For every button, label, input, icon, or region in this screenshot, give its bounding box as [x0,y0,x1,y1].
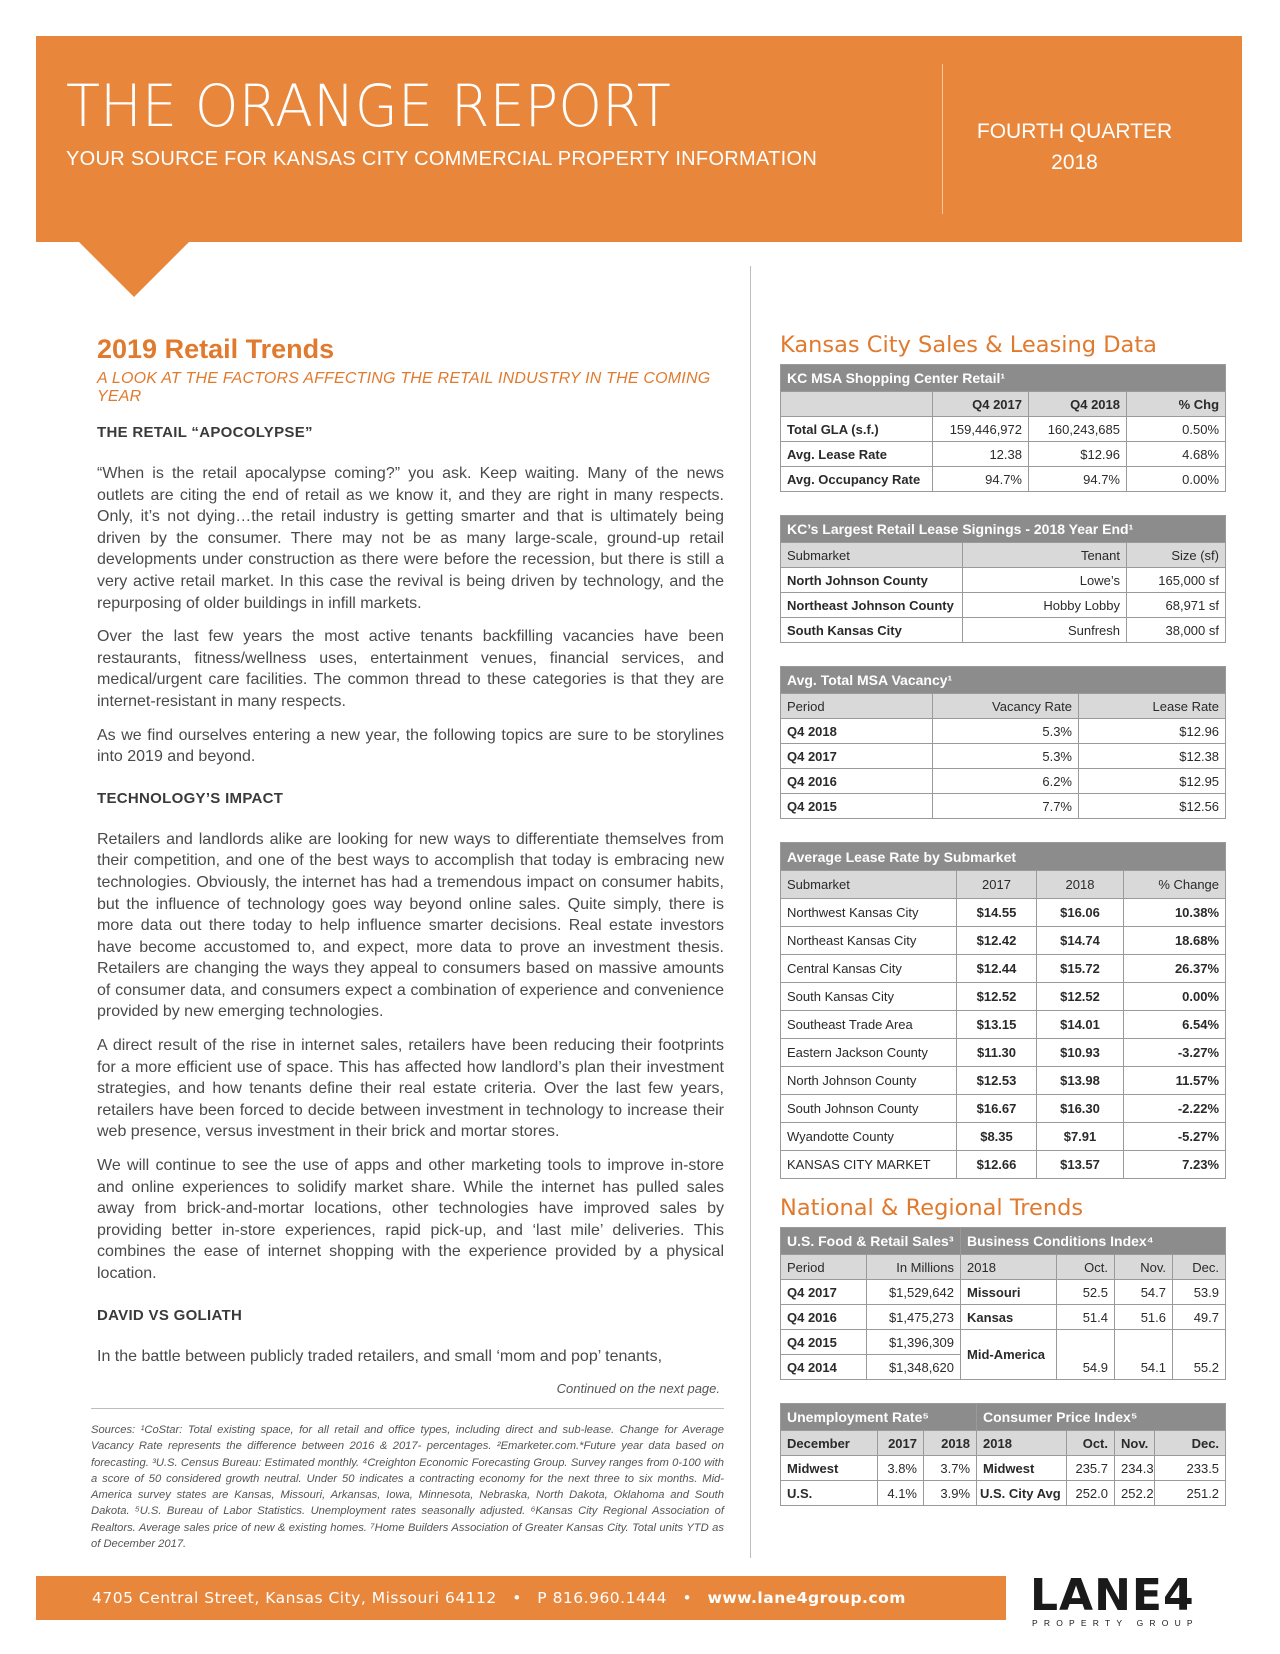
table-cell: U.S. [781,1481,878,1506]
table-cell: Missouri [961,1280,1057,1305]
table-row [781,1011,1226,1039]
table-cell: 3.7% [924,1456,977,1481]
quarter-line2: 2018 [1051,151,1098,174]
table-header: 2018 [977,1431,1067,1456]
table-row [781,467,1226,492]
table-cell: $12.66 [957,1151,1037,1179]
footer-contact [92,1589,906,1607]
table-cell: 235.7 [1067,1456,1115,1481]
table-row [781,744,1226,769]
table-header: 2018 [961,1255,1057,1280]
table-cell: U.S. City Avg [977,1481,1067,1506]
table-row [781,442,1226,467]
footer-website-link[interactable]: www.lane4group.com [707,1589,906,1607]
table-cell: $1,396,309 [867,1330,961,1355]
table-cell: -5.27% [1124,1123,1226,1151]
article-paragraph: “When is the retail apocalypse coming?” you ask. Keep waiting. Many of the news outlets are citing the end of retail as we know it, and they are right in many respects. Only, it’s not dying…the retail industry is getting smarter and that is ultimately being driven by the consumer. There may not be as many large-scale, ground-up retail developments under construction as there were before the recession, but there is still a very active retail market. In this case the revival is being driven by technology, and the repurposing of older buildings in infill markets. [97,465,724,612]
table-header: 2017 [957,871,1037,899]
table-header: 2017 [878,1431,924,1456]
table-cell: $11.30 [957,1039,1037,1067]
table-caption: Consumer Price Index⁵ [977,1404,1226,1431]
quarter-line1: FOURTH QUARTER [976,120,1173,143]
food-retail-business-table [780,1227,1226,1380]
article-paragraph: As we find ourselves entering a new year, the following topics are sure to be storylines into 2019 and beyond. [97,726,724,766]
table-cell: $7.91 [1037,1123,1124,1151]
table-row [781,1151,1226,1179]
table-cell: 252.2 [1115,1481,1155,1506]
table-cell: $13.15 [957,1011,1037,1039]
table-header: Q4 2017 [933,392,1029,417]
article-paragraph: Retailers and landlords alike are looking for new ways to differentiate themselves from their competition, and one of the best ways to accomplish that today is embracing new technologies. Obviously, the internet has had a tremendous impact on consumer habits, but the influence of technology goes way beyond online sales. Quite simply, there is more data out there today to help influence smarter decisions. Real estate investors have become accustomed to, and expect, more data to prove an investment thesis. Retailers are changing the ways they appeal to consumers based on massive amounts of consumer data, and consumers expect a combination of experience and convenience provided by new emerging technologies. [97,830,724,1021]
table-cell: Q4 2015 [781,794,933,819]
quarter-label [943,116,1206,178]
table-cell: 251.2 [1155,1481,1226,1506]
table-cell: -2.22% [1124,1095,1226,1123]
article-paragraph: A direct result of the rise in internet sales, retailers have been reducing their footprints for a more efficient use of space. This has affected how landlord’s plan their investment strategies, and how tenants define their real estate criteria. Over the last few years, retailers have been forced to decide between investment in technology to increase their web presence, versus investment in their brick and mortar stores. [97,1037,724,1141]
table-cell: $1,529,642 [867,1280,961,1305]
table-caption: U.S. Food & Retail Sales³ [781,1228,961,1255]
table-header: Size (sf) [1127,543,1226,568]
table-cell: South Kansas City [781,618,963,643]
table-cell: $12.56 [1079,794,1226,819]
table-header: December [781,1431,878,1456]
table-cell: 3.8% [878,1456,924,1481]
table-cell: 0.00% [1127,467,1226,492]
table-cell: 6.54% [1124,1011,1226,1039]
table-row [781,955,1226,983]
table-header: Submarket [781,871,957,899]
table-cell: $12.95 [1079,769,1226,794]
table-cell: 7.7% [933,794,1079,819]
table-cell: Q4 2014 [781,1355,867,1380]
table-cell: Lowe’s [963,568,1127,593]
table-caption: KC MSA Shopping Center Retail¹ [781,365,1226,392]
table-row [781,794,1226,819]
section-heading-david-goliath: DAVID VS GOLIATH [97,1306,243,1324]
table-cell: $12.53 [957,1067,1037,1095]
table-cell: 233.5 [1155,1456,1226,1481]
table-cell: $12.42 [957,927,1037,955]
table-cell: Central Kansas City [781,955,957,983]
table-header: % Chg [1127,392,1226,417]
table-cell: Q4 2016 [781,769,933,794]
table-row [781,1039,1226,1067]
table-header: Tenant [963,543,1127,568]
table-caption: Unemployment Rate⁵ [781,1404,977,1431]
table-cell: $10.93 [1037,1039,1124,1067]
logo-tagline: PROPERTY GROUP [1032,1618,1199,1628]
table-header: Lease Rate [1079,694,1226,719]
table-row [781,417,1226,442]
lane4-logo [1030,1570,1240,1630]
report-subtitle: YOUR SOURCE FOR KANSAS CITY COMMERCIAL PROPERTY INFORMATION [66,148,818,170]
table-row [781,1280,1226,1305]
table-cell: $12.38 [1079,744,1226,769]
table-cell: $12.96 [1079,719,1226,744]
table-cell: 52.5 [1057,1280,1115,1305]
table-row [781,769,1226,794]
table-cell: $8.35 [957,1123,1037,1151]
sources-divider [91,1408,724,1409]
kc-msa-table [780,364,1226,492]
sources-footnote: Sources: ¹CoStar: Total existing space, for all retail and office types, including direct and sub-lease. Change for Average Vacancy Rate represents the difference between 2016 & 2017- percentages. ²Emarketer.com.*Future year data based on forecasting. ³U.S. Census Bureau: Estimated monthly. ⁴Creighton Economic Forecasting Group. Survey ranges from 0-100 with a score of 50 considered growth neutral. Under 50 indicates a contracting economy for the next three to six months. Mid-America survey states are Kansas, Missouri, Arkansas, Iowa, Minnesota, Nebraska, North Dakota, Oklahoma and South Dakota. ⁵U.S. Bureau of Labor Statistics. Unemployment rates seasonally adjusted. ⁶Kansas City Regional Association of Realtors. Average sales price of new & existing homes. ⁷Home Builders Association of Greater Kansas City. Total units YTD as of December 2017. [91,1424,724,1551]
table-cell: 5.3% [933,719,1079,744]
table-cell: Midwest [977,1456,1067,1481]
report-title: THE ORANGE REPORT [66,72,671,140]
table-cell: 234.3 [1115,1456,1155,1481]
table-cell: 165,000 sf [1127,568,1226,593]
table-header: Dec. [1173,1255,1226,1280]
table-cell: KANSAS CITY MARKET [781,1151,957,1179]
table-cell: Q4 2018 [781,719,933,744]
table-cell: 94.7% [1029,467,1127,492]
table-row [781,927,1226,955]
table-cell: $1,348,620 [867,1355,961,1380]
table-caption: Business Conditions Index⁴ [961,1228,1226,1255]
table-caption: KC’s Largest Retail Lease Signings - 2018 Year End¹ [781,516,1226,543]
section-heading-technology: TECHNOLOGY’S IMPACT [97,789,284,807]
table-header: Oct. [1057,1255,1115,1280]
table-header: Vacancy Rate [933,694,1079,719]
table-cell: $13.57 [1037,1151,1124,1179]
table-cell: 7.23% [1124,1151,1226,1179]
table-cell: $15.72 [1037,955,1124,983]
table-row [781,618,1226,643]
table-cell: $1,475,273 [867,1305,961,1330]
table-cell: $14.55 [957,899,1037,927]
largest-leases-table [780,515,1226,643]
table-cell: 0.00% [1124,983,1226,1011]
article-title: 2019 Retail Trends [97,334,335,364]
table-cell: $12.44 [957,955,1037,983]
article-paragraph: In the battle between publicly traded retailers, and small ‘mom and pop’ tenants, [97,1347,663,1365]
table-row [781,1305,1226,1330]
table-cell: 54.1 [1115,1330,1173,1380]
table-row [781,1067,1226,1095]
table-cell: Q4 2015 [781,1330,867,1355]
table-cell: Q4 2016 [781,1305,867,1330]
table-cell: 54.7 [1115,1280,1173,1305]
table-cell: 53.9 [1173,1280,1226,1305]
logo-wordmark: LANE4 [1030,1570,1195,1621]
column-divider [750,266,751,1558]
table-cell: $14.74 [1037,927,1124,955]
table-cell: 94.7% [933,467,1029,492]
section-heading-apocalypse: THE RETAIL “APOCOLYPSE” [97,424,313,441]
table-cell: Southeast Trade Area [781,1011,957,1039]
table-cell: 49.7 [1173,1305,1226,1330]
table-cell: $16.67 [957,1095,1037,1123]
banner-arrow [79,242,189,297]
table-cell: Eastern Jackson County [781,1039,957,1067]
data-sidebar [780,332,1226,1506]
footer-separator: • [682,1589,693,1607]
table-cell: 160,243,685 [1029,417,1127,442]
sales-leasing-heading: Kansas City Sales & Leasing Data [780,332,1157,358]
table-cell: $13.98 [1037,1067,1124,1095]
table-header: Q4 2018 [1029,392,1127,417]
table-cell: 11.57% [1124,1067,1226,1095]
table-cell: 51.6 [1115,1305,1173,1330]
table-header: Submarket [781,543,963,568]
table-row [781,899,1226,927]
footer-separator: • [512,1589,522,1607]
article-paragraph: We will continue to see the use of apps and other marketing tools to improve in-store and online experiences to solidify market share. While the internet has pulled sales away from brick-and-mortar locations, other technologies have improved sales by providing better in-store experiences, rapid pick-up, and ‘last mile’ deliveries. This combines the ease of internet shopping with the experience provided by a physical location. [97,1157,724,1282]
table-row [781,983,1226,1011]
table-cell: Northwest Kansas City [781,899,957,927]
table-header: Dec. [1155,1431,1226,1456]
submarket-rates-table [780,842,1226,1179]
table-header: Nov. [1115,1431,1155,1456]
table-cell: Sunfresh [963,618,1127,643]
continued-note: Continued on the next page. [556,1381,720,1396]
vacancy-table [780,666,1226,819]
unemployment-cpi-table [780,1403,1226,1506]
table-cell: 5.3% [933,744,1079,769]
table-cell: 26.37% [1124,955,1226,983]
table-row [781,1123,1226,1151]
table-caption: Avg. Total MSA Vacancy¹ [781,667,1226,694]
table-cell: Q4 2017 [781,1280,867,1305]
table-header: Period [781,694,933,719]
table-cell: 51.4 [1057,1305,1115,1330]
table-cell: $16.30 [1037,1095,1124,1123]
table-cell: South Kansas City [781,983,957,1011]
article [97,332,724,1379]
article-deck: A LOOK AT THE FACTORS AFFECTING THE RETAIL INDUSTRY IN THE COMING YEAR [97,370,711,405]
table-cell: Northeast Johnson County [781,593,963,618]
table-cell: 4.1% [878,1481,924,1506]
table-cell: 4.68% [1127,442,1226,467]
table-cell: Q4 2017 [781,744,933,769]
table-header: Nov. [1115,1255,1173,1280]
table-row [781,1481,1226,1506]
table-header: 2018 [924,1431,977,1456]
table-header: In Millions [867,1255,961,1280]
article-paragraph: Over the last few years the most active tenants backfilling vacancies have been restaurants, fitness/wellness uses, entertainment venues, financial services, and medical/urgent care facilities. The common thread to these categories is that they are internet-resistant in many respects. [97,628,724,710]
table-header: Period [781,1255,867,1280]
table-cell: 18.68% [1124,927,1226,955]
table-cell: Kansas [961,1305,1057,1330]
table-cell: $14.01 [1037,1011,1124,1039]
table-cell: 54.9 [1057,1330,1115,1380]
table-cell: $16.06 [1037,899,1124,927]
table-row [781,568,1226,593]
table-header: % Change [1124,871,1226,899]
table-cell: Mid-America [961,1330,1057,1380]
table-cell: 6.2% [933,769,1079,794]
table-cell: 252.0 [1067,1481,1115,1506]
table-cell: Hobby Lobby [963,593,1127,618]
table-cell: 68,971 sf [1127,593,1226,618]
footer-phone: P 816.960.1444 [537,1589,668,1607]
table-header [781,392,933,417]
table-cell: $12.96 [1029,442,1127,467]
footer-address: 4705 Central Street, Kansas City, Missouri 64112 [92,1589,497,1607]
table-cell: Midwest [781,1456,878,1481]
table-header: Oct. [1067,1431,1115,1456]
table-cell: 159,446,972 [933,417,1029,442]
table-row [781,593,1226,618]
table-cell: South Johnson County [781,1095,957,1123]
table-cell: $12.52 [1037,983,1124,1011]
table-cell: 0.50% [1127,417,1226,442]
table-cell: North Johnson County [781,1067,957,1095]
table-cell: -3.27% [1124,1039,1226,1067]
table-cell: 12.38 [933,442,1029,467]
table-row [781,1456,1226,1481]
table-row [781,719,1226,744]
national-trends-heading: National & Regional Trends [780,1195,1084,1221]
table-cell: Avg. Lease Rate [781,442,933,467]
table-cell: Northeast Kansas City [781,927,957,955]
table-cell: Avg. Occupancy Rate [781,467,933,492]
table-cell: 55.2 [1173,1330,1226,1380]
table-cell: Wyandotte County [781,1123,957,1151]
table-caption: Average Lease Rate by Submarket [781,843,1226,871]
table-cell: Total GLA (s.f.) [781,417,933,442]
table-cell: $12.52 [957,983,1037,1011]
table-header: 2018 [1037,871,1124,899]
table-cell: 38,000 sf [1127,618,1226,643]
table-row [781,1095,1226,1123]
table-row [781,1330,1226,1355]
table-cell: 3.9% [924,1481,977,1506]
table-cell: 10.38% [1124,899,1226,927]
table-cell: North Johnson County [781,568,963,593]
